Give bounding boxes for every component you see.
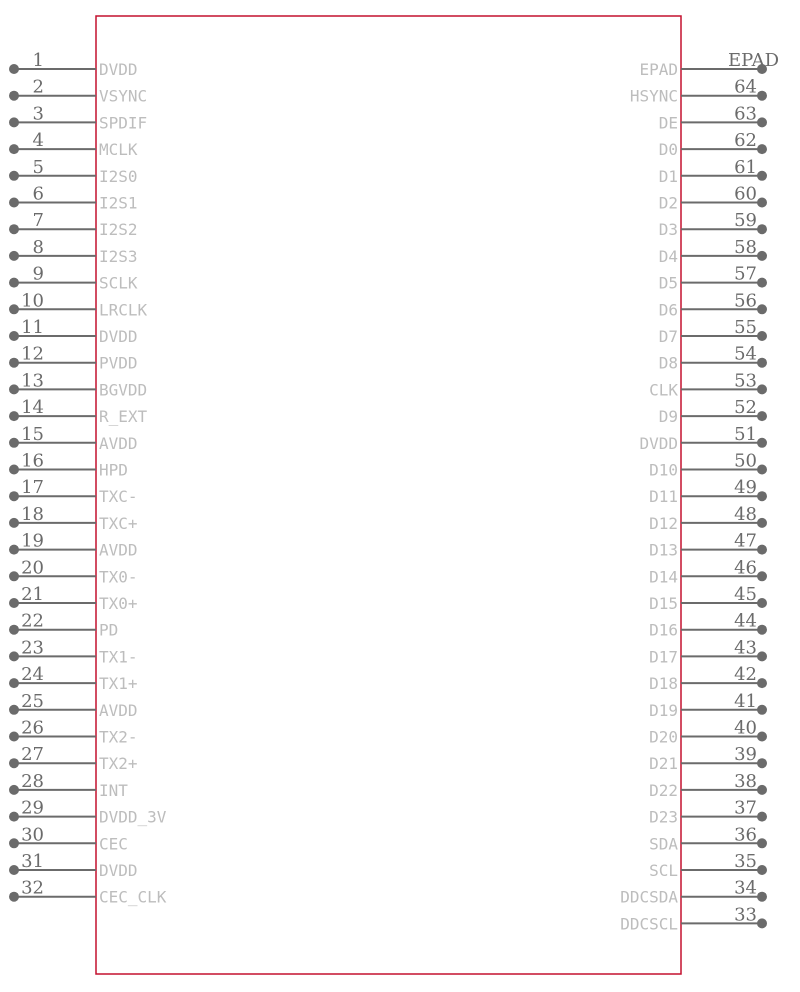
pin-number: 21 — [21, 584, 44, 605]
pin-number: 6 — [32, 183, 44, 205]
pin-label: SCLK — [99, 273, 138, 293]
right-pin — [649, 637, 767, 666]
right-pin — [659, 184, 767, 213]
pin-label: MCLK — [99, 140, 138, 160]
pin-number: 27 — [21, 744, 44, 766]
pin-terminal — [9, 411, 19, 421]
right-pin — [649, 771, 767, 800]
pin-number: 7 — [32, 210, 44, 232]
pin-number: 18 — [21, 503, 44, 525]
pin-number: 15 — [21, 423, 44, 445]
pin-number: 55 — [734, 317, 757, 338]
pin-terminal — [9, 838, 19, 848]
pin-terminal — [9, 705, 19, 715]
pin-terminal — [9, 892, 19, 902]
pin-number: 50 — [734, 450, 757, 472]
pin-terminal — [757, 785, 767, 795]
pin-label: D4 — [658, 246, 678, 266]
right-pin — [659, 290, 767, 319]
pin-number: 2 — [32, 76, 44, 98]
pin-terminal — [9, 465, 19, 475]
pin-terminal — [757, 224, 767, 234]
pin-number: 59 — [734, 210, 757, 232]
pin-number: 16 — [21, 450, 44, 472]
pin-number: 9 — [32, 263, 44, 285]
pin-number: 58 — [734, 236, 757, 258]
left-pin — [9, 237, 138, 266]
pin-number: 30 — [21, 824, 44, 846]
pin-number: 29 — [21, 797, 44, 819]
pin-label: D5 — [658, 273, 678, 293]
pin-label: HPD — [99, 460, 128, 480]
right-pin — [649, 451, 767, 480]
pin-label: DDCSDA — [620, 887, 678, 907]
pin-label: D3 — [658, 220, 678, 240]
right-pin — [649, 557, 767, 586]
left-pin — [9, 771, 128, 800]
left-pin — [9, 744, 138, 773]
pin-label: DVDD — [639, 433, 678, 453]
right-pin — [649, 691, 767, 720]
pin-label: PVDD — [99, 353, 138, 373]
left-pin — [9, 130, 138, 159]
pin-terminal — [9, 678, 19, 688]
right-pin — [649, 744, 767, 773]
pin-number: 62 — [734, 130, 757, 152]
pin-terminal — [9, 518, 19, 528]
pin-number: 35 — [734, 851, 757, 872]
left-pin — [9, 798, 167, 827]
pin-number: 31 — [21, 851, 44, 872]
pin-terminal — [9, 144, 19, 154]
pin-number: 23 — [21, 637, 44, 659]
pin-terminal — [757, 91, 767, 101]
left-pin — [9, 210, 138, 239]
left-pin — [9, 103, 147, 132]
pin-terminal — [757, 331, 767, 341]
pin-label: D8 — [658, 353, 678, 373]
pin-label: VSYNC — [99, 86, 148, 106]
pin-label: D9 — [658, 407, 678, 427]
pin-label: D19 — [649, 700, 678, 720]
pin-terminal — [9, 278, 19, 288]
pin-number: 4 — [32, 130, 44, 152]
pin-label: D2 — [658, 193, 678, 213]
pin-label: SPDIF — [99, 113, 148, 133]
left-pin — [9, 504, 138, 533]
pin-terminal — [757, 758, 767, 768]
pin-label: DVDD — [99, 861, 138, 880]
left-pin — [9, 424, 138, 453]
pin-terminal — [757, 144, 767, 154]
pin-label: INT — [99, 780, 128, 800]
pin-label: TXC- — [99, 487, 138, 507]
pin-number: 39 — [734, 744, 757, 766]
pin-number: 49 — [734, 477, 757, 499]
pin-terminal — [757, 198, 767, 208]
pin-terminal — [9, 251, 19, 261]
left-pin — [9, 637, 138, 666]
pin-label: D0 — [658, 140, 678, 160]
right-pin — [649, 611, 767, 640]
pin-number: 56 — [734, 290, 757, 312]
pin-number: 1 — [32, 50, 44, 71]
pin-label: CEC_CLK — [99, 887, 167, 907]
pin-terminal — [757, 171, 767, 181]
left-pin — [9, 851, 138, 880]
pin-label: BGVDD — [99, 380, 148, 400]
left-pin — [9, 344, 138, 373]
pin-terminal — [757, 705, 767, 715]
pin-terminal — [9, 571, 19, 581]
pin-terminal — [9, 438, 19, 448]
pin-terminal — [9, 785, 19, 795]
right-pin — [620, 904, 767, 933]
left-pin — [9, 584, 138, 613]
pin-number: 45 — [734, 584, 757, 605]
pin-number: 14 — [21, 397, 44, 419]
pin-label: D21 — [649, 754, 678, 774]
pin-terminal — [9, 64, 19, 74]
pin-label: TX1- — [99, 647, 138, 667]
pin-label: I2S2 — [99, 220, 138, 240]
pin-number: 5 — [32, 156, 44, 178]
right-pin — [659, 130, 767, 159]
pin-terminal — [757, 598, 767, 608]
left-pin — [9, 397, 148, 426]
pin-terminal — [9, 91, 19, 101]
right-pin — [649, 477, 767, 506]
right-pin — [639, 424, 767, 453]
pin-number: 48 — [734, 503, 757, 525]
pin-number: 54 — [734, 343, 757, 365]
pin-label: D22 — [649, 780, 678, 800]
right-pin — [620, 878, 767, 907]
pin-label: AVDD — [99, 540, 138, 560]
pin-number: 19 — [21, 530, 44, 552]
pin-number: 12 — [21, 343, 44, 365]
pin-number: 17 — [21, 477, 44, 499]
pin-terminal — [757, 438, 767, 448]
pin-label: TX1+ — [99, 674, 138, 694]
pin-terminal — [757, 278, 767, 288]
pin-label: CLK — [649, 380, 678, 400]
pin-label: HSYNC — [629, 86, 678, 106]
pin-terminal — [757, 491, 767, 501]
pin-number: 22 — [21, 610, 44, 632]
pin-number: 60 — [734, 183, 757, 205]
pin-label: TX0- — [99, 567, 138, 587]
pin-number: 28 — [21, 770, 44, 792]
right-pin — [630, 77, 767, 106]
pin-label: I2S3 — [99, 246, 138, 266]
pin-terminal — [757, 518, 767, 528]
pin-label: SDA — [649, 834, 678, 854]
left-pin — [9, 290, 148, 319]
left-pin — [9, 370, 147, 399]
pin-terminal — [757, 651, 767, 661]
left-pin — [9, 691, 138, 720]
pin-number: 63 — [734, 103, 757, 125]
pin-number: 34 — [734, 877, 757, 899]
left-pin — [9, 264, 138, 293]
right-pin — [659, 264, 767, 293]
right-pin — [649, 851, 767, 880]
pin-terminal — [9, 198, 19, 208]
pin-number: 51 — [734, 423, 757, 445]
pin-terminal — [9, 491, 19, 501]
left-pin — [9, 317, 138, 346]
pin-label: R_EXT — [99, 407, 148, 427]
pin-terminal — [757, 838, 767, 848]
pin-label: I2S1 — [99, 193, 138, 213]
pin-terminal — [9, 732, 19, 742]
pin-terminal — [757, 545, 767, 555]
pin-number: 46 — [734, 557, 757, 579]
pin-number: 32 — [21, 877, 44, 899]
left-pin — [9, 451, 128, 480]
pin-terminal — [757, 625, 767, 635]
right-pin — [649, 504, 767, 533]
right-pin — [649, 584, 767, 613]
pin-terminal — [757, 732, 767, 742]
pin-number: 33 — [734, 904, 757, 926]
pin-terminal — [9, 117, 19, 127]
pin-number: 8 — [32, 236, 44, 258]
pin-terminal — [757, 358, 767, 368]
pin-number: 36 — [734, 824, 757, 846]
right-pin — [649, 824, 767, 853]
pin-terminal — [9, 651, 19, 661]
left-pin — [9, 557, 138, 586]
pin-number: 37 — [734, 797, 757, 819]
pin-terminal — [9, 625, 19, 635]
left-pin — [9, 77, 147, 106]
pin-label: D17 — [649, 647, 678, 667]
right-pin — [649, 664, 767, 693]
pin-terminal — [757, 384, 767, 394]
pin-label: D12 — [649, 513, 678, 533]
left-pin — [9, 477, 138, 506]
pin-terminal — [9, 598, 19, 608]
pin-number: 57 — [734, 263, 757, 285]
pin-number: 43 — [734, 637, 757, 659]
pin-label: AVDD — [99, 433, 138, 453]
pin-label: SCL — [649, 861, 678, 880]
pin-number: 38 — [734, 770, 757, 792]
pin-label: DE — [658, 113, 678, 133]
pin-number: 20 — [21, 557, 44, 579]
pin-terminal — [757, 411, 767, 421]
pin-number: 47 — [734, 530, 757, 552]
pin-number: 25 — [21, 690, 44, 712]
left-pin — [9, 50, 138, 79]
pin-label: I2S0 — [99, 166, 138, 186]
right-pin — [659, 344, 767, 373]
pin-number: 64 — [734, 76, 757, 98]
pin-label: D1 — [658, 166, 678, 186]
pin-number: 3 — [32, 103, 44, 125]
right-pin — [649, 798, 767, 827]
pin-label: TXC+ — [99, 513, 138, 533]
left-pin — [9, 718, 138, 747]
pin-number: 26 — [21, 717, 44, 739]
pin-label: EPAD — [639, 60, 678, 79]
left-pin — [9, 611, 118, 640]
pin-label: DVDD — [99, 60, 138, 79]
right-pin — [639, 50, 779, 79]
left-pin — [9, 878, 167, 907]
pin-terminal — [757, 812, 767, 822]
pin-terminal — [9, 545, 19, 555]
pin-terminal — [9, 171, 19, 181]
pin-terminal — [757, 571, 767, 581]
pin-label: D13 — [649, 540, 678, 560]
left-pin — [9, 824, 128, 853]
pin-label: PD — [99, 620, 119, 640]
pin-number: 52 — [734, 397, 757, 419]
pin-label: LRCLK — [99, 300, 148, 320]
pin-terminal — [9, 224, 19, 234]
pin-terminal — [9, 384, 19, 394]
pin-label: D7 — [658, 327, 678, 346]
pin-label: D20 — [649, 727, 678, 747]
pin-label: D11 — [649, 487, 678, 507]
right-pin-group — [620, 50, 779, 933]
pin-label: DDCSCL — [620, 914, 678, 934]
pin-terminal — [757, 678, 767, 688]
right-pin — [659, 157, 767, 186]
pin-label: TX0+ — [99, 594, 138, 613]
pin-terminal — [9, 331, 19, 341]
pin-terminal — [9, 812, 19, 822]
pin-terminal — [9, 358, 19, 368]
left-pin — [9, 184, 138, 213]
pin-number: 41 — [734, 690, 757, 712]
right-pin — [649, 531, 767, 560]
pin-label: D15 — [649, 594, 678, 613]
pin-terminal — [757, 865, 767, 875]
pin-label: D23 — [649, 807, 678, 827]
pin-number: 11 — [21, 317, 44, 338]
pin-terminal — [757, 918, 767, 928]
pin-label: TX2- — [99, 727, 138, 747]
right-pin — [659, 317, 767, 346]
pin-number: 24 — [21, 664, 44, 686]
right-pin — [649, 370, 767, 399]
pin-number: 61 — [734, 156, 757, 178]
pin-terminal — [757, 251, 767, 261]
pin-number: 40 — [734, 717, 757, 739]
pin-terminal — [9, 865, 19, 875]
left-pin — [9, 664, 138, 693]
pin-number: 53 — [734, 370, 757, 392]
pin-label: D14 — [649, 567, 678, 587]
right-pin — [659, 210, 767, 239]
pin-number: 10 — [21, 290, 44, 312]
pin-label: DVDD — [99, 327, 138, 346]
pin-terminal — [757, 465, 767, 475]
pin-terminal — [9, 304, 19, 314]
right-pin — [659, 237, 767, 266]
pin-label: D10 — [649, 460, 678, 480]
pin-terminal — [757, 304, 767, 314]
pin-number: 13 — [21, 370, 44, 392]
pin-number: 44 — [734, 610, 757, 632]
right-pin — [659, 397, 767, 426]
pin-terminal — [757, 892, 767, 902]
pin-label: D18 — [649, 674, 678, 694]
pin-label: CEC — [99, 834, 128, 854]
left-pin — [9, 531, 138, 560]
right-pin — [659, 103, 767, 132]
ic-body-outline — [96, 16, 681, 974]
pin-label: AVDD — [99, 700, 138, 720]
pin-label: TX2+ — [99, 754, 138, 774]
left-pin-group — [9, 50, 167, 907]
pin-terminal — [757, 117, 767, 127]
pin-label: D16 — [649, 620, 678, 640]
pin-number: 42 — [734, 664, 757, 686]
pin-label: DVDD_3V — [99, 807, 167, 827]
pin-number: EPAD — [727, 50, 779, 71]
pin-label: D6 — [658, 300, 678, 320]
left-pin — [9, 157, 138, 186]
right-pin — [649, 718, 767, 747]
pin-terminal — [9, 758, 19, 768]
